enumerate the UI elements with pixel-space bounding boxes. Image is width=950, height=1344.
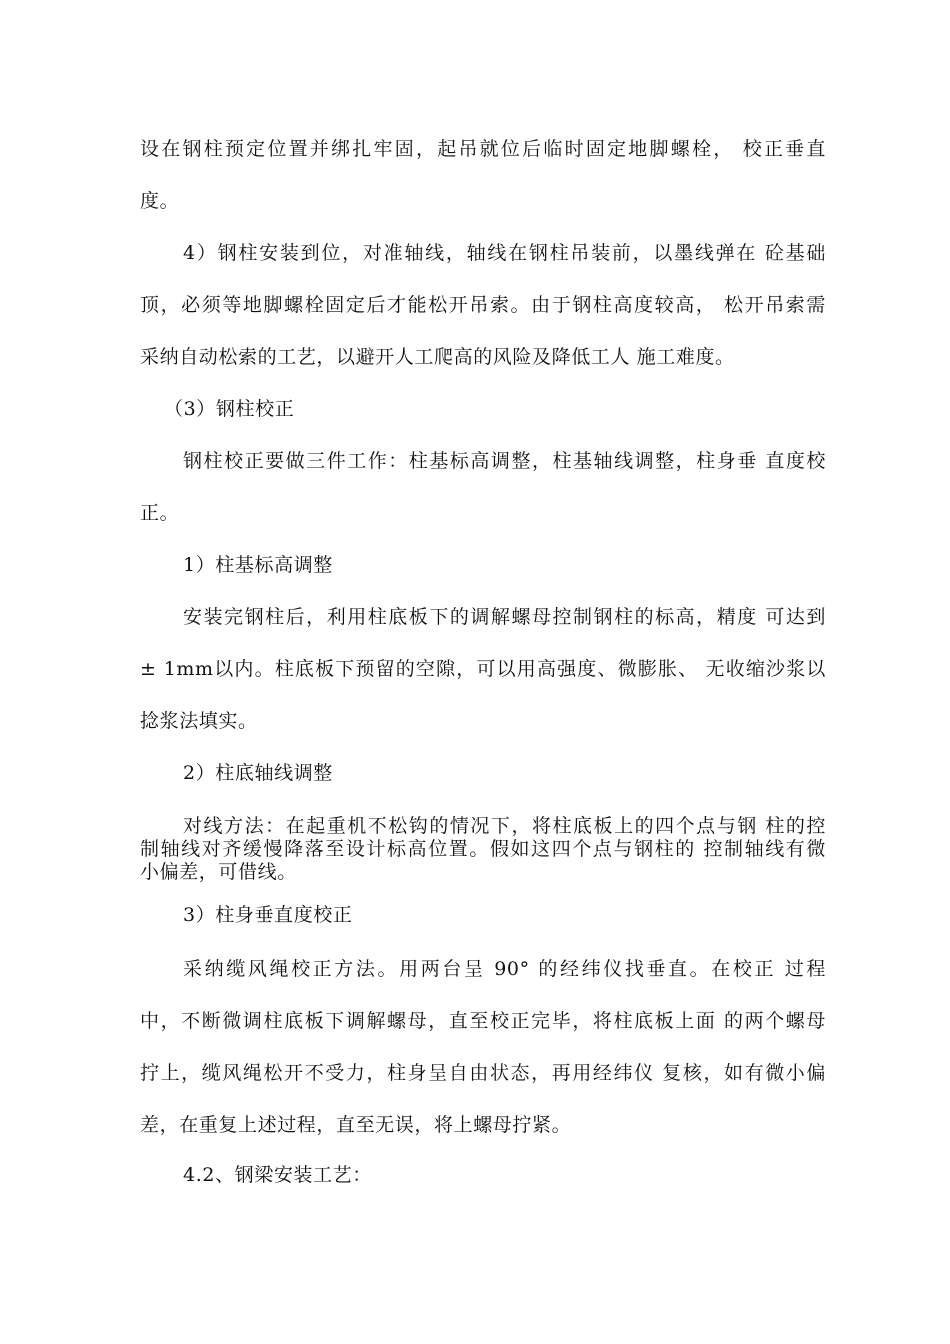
text-line: 采纳缆风绳校正方法。用两台呈 90° 的经纬仪找垂直。在校正 过程 [183,958,826,980]
text-line: 顶，必须等地脚螺栓固定后才能松开吊索。由于钢柱高度较高， 松开吊索需 [140,294,826,316]
text-line: 中，不断微调柱底板下调解螺母，直至校正完毕，将柱底板上面 的两个螺母 [140,1010,826,1032]
text-line: 制轴线对齐缓慢降落至设计标高位置。假如这四个点与钢柱的 控制轴线有微 [140,838,826,860]
subheading: 1）柱基标高调整 [183,554,333,576]
text-line: 对线方法：在起重机不松钩的情况下，将柱底板上的四个点与钢 柱的控 [183,815,826,837]
section-heading: （3）钢柱校正 [164,398,295,420]
text-line: ± 1mm以内。柱底板下预留的空隙，可以用高强度、微膨胀、 无收缩沙浆以 [140,658,826,680]
section-heading: 4.2、钢梁安装工艺： [183,1164,372,1186]
text-line: 采纳自动松索的工艺，以避开人工爬高的风险及降低工人 施工难度。 [140,346,735,368]
text-line: 钢柱校正要做三件工作：柱基标高调整，柱基轴线调整，柱身垂 直度校 [183,450,826,472]
text-line: 4）钢柱安装到位，对准轴线，轴线在钢柱吊装前，以墨线弹在 砼基础 [183,242,826,264]
subheading: 2）柱底轴线调整 [183,762,333,784]
text-line: 捻浆法填实。 [140,710,258,732]
text-line: 正。 [140,502,180,524]
text-line: 小偏差，可借线。 [140,861,297,883]
text-line: 差，在重复上述过程，直至无误，将上螺母拧紧。 [140,1114,572,1136]
text-line: 设在钢柱预定位置并绑扎牢固，起吊就位后临时固定地脚螺栓， 校正垂直 [140,138,826,160]
text-line: 拧上，缆风绳松开不受力，柱身呈自由状态，再用经纬仪 复核，如有微小偏 [140,1062,826,1084]
subheading: 3）柱身垂直度校正 [183,904,353,926]
text-line: 度。 [140,190,180,212]
text-line: 安装完钢柱后，利用柱底板下的调解螺母控制钢柱的标高，精度 可达到 [183,606,826,628]
